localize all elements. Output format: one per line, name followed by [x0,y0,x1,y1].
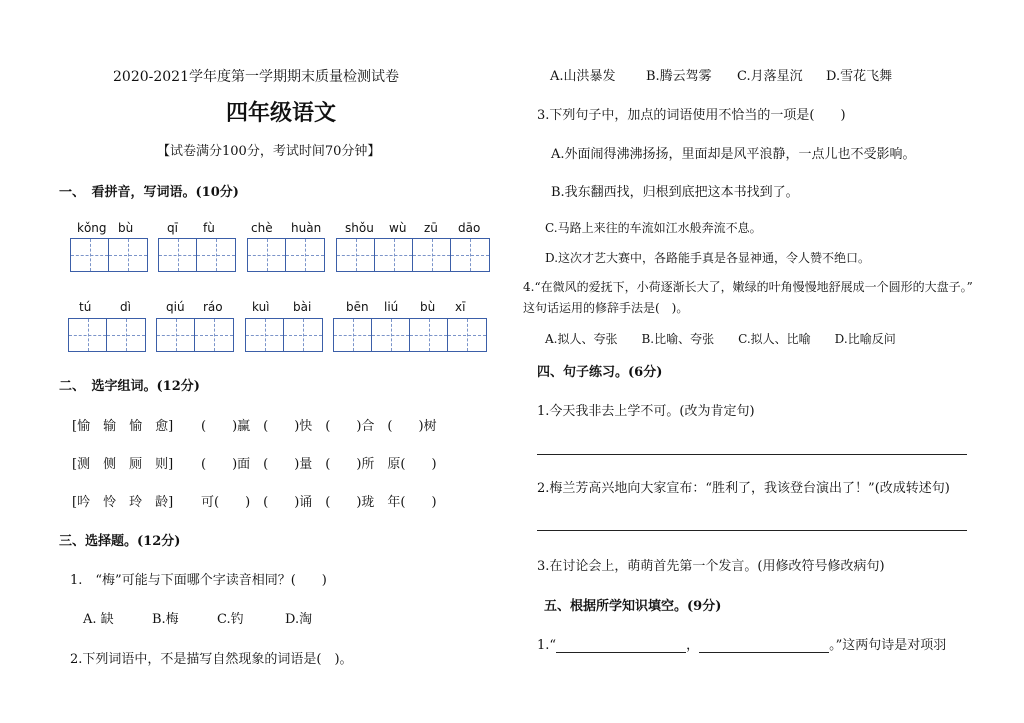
quote-start: 1.“ [537,638,557,653]
fill-blank[interactable] [699,640,829,653]
pinyin-label: fù [203,221,215,235]
pinyin-label: kǒng [77,221,107,235]
question-3-stem: 3.下列句子中，加点的词语使用不恰当的一项是( ) [537,108,846,123]
pinyin-label: chè [251,221,273,235]
pinyin-label: xī [455,300,466,314]
writing-grid[interactable] [336,238,490,272]
pinyin-label: bù [420,300,436,314]
exam-title: 2020-2021学年度第一学期期末质量检测试卷 [113,69,399,85]
question-1-stem: 1. “梅”可能与下面哪个字读音相同？( ) [70,573,327,588]
option-d[interactable]: D.雪花飞舞 [826,69,893,84]
pinyin-label: dì [120,300,131,314]
exam-info: 【试卷满分100分，考试时间70分钟】 [157,144,381,159]
question-4-options[interactable]: A.拟人、夸张 B.比喻、夸张 C.拟人、比喻 D.比喻反问 [545,332,896,346]
fill-in-question-1 [537,634,946,653]
pinyin-label: qiú [166,300,185,314]
section5-heading: 五、根据所学知识填空。(9分) [544,599,722,614]
option-c[interactable]: C.钓 [217,612,244,627]
pinyin-label: bài [293,300,312,314]
option-b[interactable]: B.腾云驾雾 [646,69,712,84]
question-4-stem: 4.“在微风的爱抚下，小荷逐渐长大了，嫩绿的叶角慢慢地舒展成一个圆形的大盘子。” [523,280,973,294]
pinyin-label: zū [424,221,438,235]
pinyin-label: ráo [203,300,223,314]
section3-heading: 三、选择题。(12分) [59,534,181,549]
answer-line[interactable] [537,530,967,531]
pinyin-label: qī [167,221,178,235]
pinyin-label: shǒu [345,221,374,235]
writing-grid[interactable] [156,318,234,352]
section4-heading: 四、句子练习。(6分) [537,365,663,380]
writing-grid[interactable] [247,238,325,272]
sentence-question-2: 2.梅兰芳高兴地向大家宣布：“胜利了，我该登台演出了！”(改成转述句) [537,481,950,496]
pinyin-label: wù [389,221,407,235]
writing-grid[interactable] [68,318,146,352]
answer-line[interactable] [537,454,967,455]
char-group: [测 侧 厕 则] [72,457,174,472]
word-blanks[interactable]: 可( ) ( )诵 ( )珑 年( ) [201,495,437,510]
section2-heading: 二、 选字组词。(12分) [59,379,200,394]
option-d[interactable]: D.这次才艺大赛中，各路能手真是各显神通，令人赞不绝口。 [545,251,871,265]
option-b[interactable]: B.梅 [152,612,179,627]
question-4-stem-cont: 这句话运用的修辞手法是( )。 [523,301,689,315]
quote-end: 。”这两句诗是对项羽 [829,638,947,653]
fill-blank[interactable] [556,640,686,653]
grade-subject-title: 四年级语文 [226,101,337,126]
option-a[interactable]: A.山洪暴发 [550,69,616,84]
pinyin-label: bù [118,221,134,235]
writing-grid[interactable] [333,318,487,352]
writing-grid[interactable] [245,318,323,352]
pinyin-label: tú [79,300,92,314]
question-2-stem: 2.下列词语中，不是描写自然现象的词语是( )。 [70,652,353,667]
sentence-question-1: 1.今天我非去上学不可。(改为肯定句) [537,404,755,419]
word-blanks[interactable]: ( )赢 ( )快 ( )合 ( )树 [201,419,437,434]
option-c[interactable]: C.月落星沉 [737,69,803,84]
option-c[interactable]: C.马路上来往的车流如江水般奔流不息。 [545,221,762,235]
writing-grid[interactable] [158,238,236,272]
pinyin-label: bēn [346,300,369,314]
sentence-question-3: 3.在讨论会上，萌萌首先第一个发言。(用修改符号修改病句) [537,559,885,574]
option-a[interactable]: A. 缺 [83,612,114,627]
pinyin-label: huàn [291,221,322,235]
option-a[interactable]: A.外面闹得沸沸扬扬，里面却是风平浪静，一点儿也不受影响。 [551,147,916,162]
option-d[interactable]: D.淘 [285,612,313,627]
comma: ， [686,638,700,653]
section1-heading: 一、 看拼音，写词语。(10分) [59,185,239,200]
pinyin-label: dāo [458,221,481,235]
writing-grid[interactable] [70,238,148,272]
option-b[interactable]: B.我东翻西找，归根到底把这本书找到了。 [551,185,799,200]
pinyin-label: liú [384,300,399,314]
pinyin-label: kuì [252,300,270,314]
char-group: [愉 输 愉 愈] [72,419,174,434]
char-group: [吟 怜 玲 龄] [72,495,174,510]
word-blanks[interactable]: ( )面 ( )量 ( )所 原( ) [201,457,437,472]
